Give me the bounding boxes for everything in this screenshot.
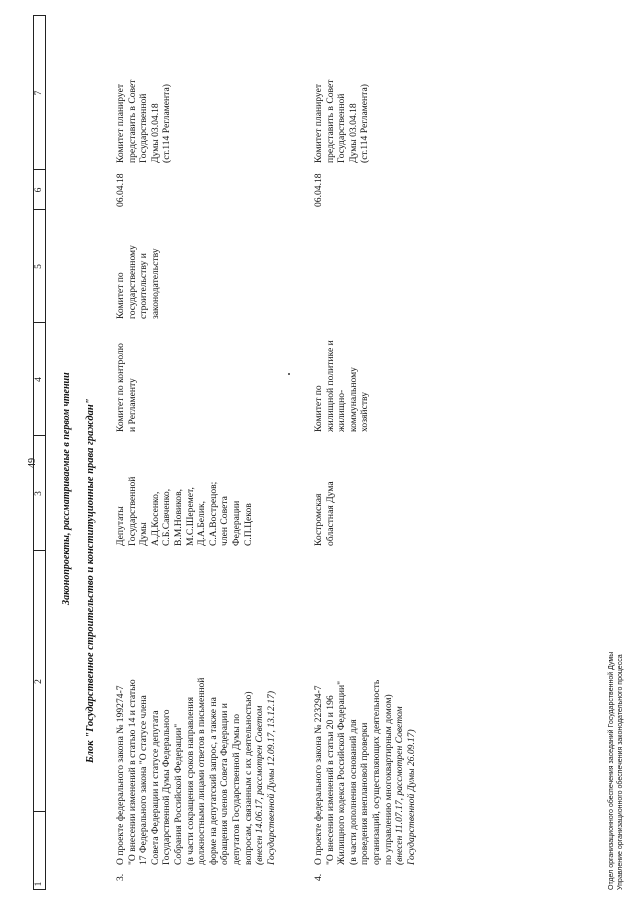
responsible-committee: Комитет по жилищной политике и жилищно- коммунальному хозяйству <box>313 340 371 432</box>
section-heading: Законопроекты, рассматриваемые в первом чтении <box>61 372 72 605</box>
responsible-committee: Комитет по контролю и Регламенту <box>115 343 138 432</box>
row-number: 3. <box>115 873 126 881</box>
scan-speck <box>288 373 290 375</box>
block-heading: Блок "Государственное строительство и конституционные права граждан" <box>85 398 96 763</box>
footer-department: Отдел организационного обеспечения заседаний Государственной Думы <box>608 651 615 890</box>
consideration-date: 06.04.18 <box>313 173 324 207</box>
co-executor-committee: Комитет по государственному строительству и законодательству <box>115 245 161 319</box>
column-number-1: 1 <box>34 881 44 887</box>
bill-submission-note: (внесен 11.07.17, рассмотрен Советом Государственной Думы 26.09.17) <box>394 706 417 865</box>
bill-title: О проекте федерального закона № 199274-7 "О внесении изменений в статью 14 и статью 17 Федерального закона "О статусе члена Совета Федерации и статусе депутата Государственной Думы Федерального Собрания Российской Федерации" (в части сокращения сроков направления должностными лицами ответов в письменной форме на депутатский запрос, а также на обращения членов Совета Федерации и депутатов Государственной Думы по вопросам, связанным с их деятельностью) <box>115 677 254 865</box>
column-number-3: 3 <box>34 491 44 496</box>
bill-submission-note: (внесен 14.06.17, рассмотрен Советом Государственной Думы 12.09.17, 13.12.17) <box>254 690 277 865</box>
column-number-7: 7 <box>34 90 44 96</box>
column-number-5: 5 <box>34 264 44 269</box>
bill-authors: Депутаты Государственной Думы А.Д.Косенко, С.Б.Савченко, В.М.Новиков, М.С.Шеремет, Д.А.Белик, С.А.Вострецов; член Совета Федерации С.П.Цеков <box>115 476 254 546</box>
committee-plan: Комитет планирует представить в Совет Государственной Думы 03.04.18 (ст.114 Регламента) <box>313 79 371 163</box>
column-number-4: 4 <box>34 377 44 382</box>
table-header-bottom-border <box>45 15 46 890</box>
column-number-2: 2 <box>34 679 44 684</box>
column-number-6: 6 <box>34 187 44 193</box>
bill-title: О проекте федерального закона № 223294-7 "О внесении изменений в статьи 20 и 196 Жилищного кодекса Российской Федерации" (в части дополнения оснований для проведения внеплановой проверки организаций, осуществляющих деятельность по управлению многоквартирным домом) <box>313 679 394 865</box>
page-number: 49 <box>27 458 38 468</box>
row-number: 4. <box>313 873 324 881</box>
consideration-date: 06.04.18 <box>115 173 126 207</box>
committee-plan: Комитет планирует представить в Совет Государственной Думы 03.04.18 (ст.114 Регламента) <box>115 79 173 163</box>
footer-directorate: Управление организационного обеспечения законодательного процесса <box>617 654 624 890</box>
bill-authors: Костромская областная Дума <box>313 481 336 546</box>
